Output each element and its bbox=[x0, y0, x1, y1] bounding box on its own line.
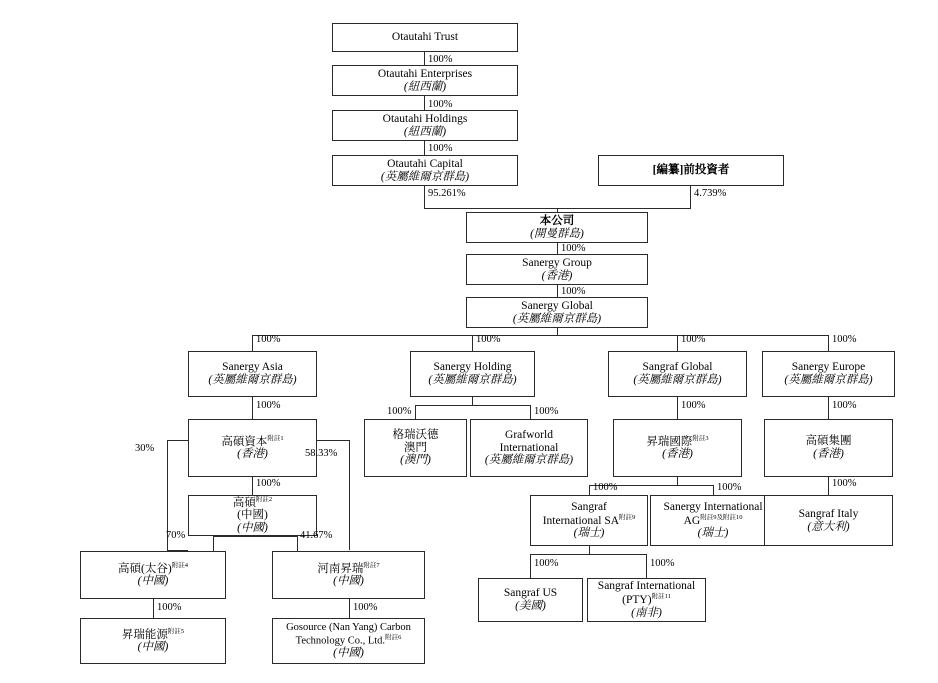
node-jurisdiction: (美國) bbox=[515, 600, 546, 612]
connector-taigu-energy bbox=[153, 599, 154, 618]
pct-taigu-energy: 100% bbox=[157, 602, 182, 613]
node-label: Grafworld bbox=[505, 428, 553, 441]
node-jurisdiction: (瑞士) bbox=[573, 527, 605, 540]
connector-bus-asia bbox=[252, 335, 253, 351]
connector-holding-bus bbox=[472, 397, 473, 405]
node-jurisdiction: (中國) bbox=[333, 575, 364, 588]
node-label: Gosource (Nan Yang) Carbon bbox=[286, 622, 411, 634]
node-footnote: 附註11 bbox=[651, 593, 671, 601]
connector-china-henan-v bbox=[297, 536, 298, 551]
node-sanergy-europe[interactable] bbox=[762, 351, 895, 397]
connector-shengrui-sanergyag bbox=[713, 485, 714, 495]
node-label: Sangraf bbox=[571, 500, 607, 513]
pct-china-henan: 41.67% bbox=[300, 530, 333, 541]
node-label: 高碩集團 bbox=[805, 435, 852, 448]
node-grafworld-macau[interactable] bbox=[364, 419, 467, 477]
pct-capital-taigu: 30% bbox=[135, 443, 155, 454]
connector-preipo-bus bbox=[690, 185, 691, 208]
node-jurisdiction: (英屬維爾京群島) bbox=[208, 374, 297, 386]
pct-china-taigu: 70% bbox=[166, 530, 186, 541]
node-label: Sanergy Europe bbox=[791, 361, 866, 374]
node-sanergy-group[interactable] bbox=[466, 254, 648, 285]
node-sanergy-global[interactable] bbox=[466, 297, 648, 328]
pct-global-europe: 100% bbox=[832, 334, 857, 345]
connector-holding-grafworld bbox=[530, 405, 531, 419]
node-label: Sangraf Italy bbox=[798, 507, 859, 520]
node-label: Sangraf US bbox=[503, 587, 558, 600]
node-footnote: 附註1 bbox=[267, 434, 284, 442]
node-jurisdiction: (中國) bbox=[137, 641, 169, 654]
connector-bus-holding bbox=[472, 335, 473, 351]
pct-global-asia: 100% bbox=[256, 334, 281, 345]
connector-europe-gaoshuogroup bbox=[828, 397, 829, 419]
node-footnote: 附註9 bbox=[619, 513, 636, 521]
pct-trust-enterprises: 100% bbox=[428, 54, 453, 65]
connector-bus-europe bbox=[828, 335, 829, 351]
pct-sanergygroup-sanergyglobal: 100% bbox=[561, 286, 586, 297]
connector-asia-gaoshuocapital bbox=[252, 397, 253, 419]
connector-holdings-capital bbox=[424, 140, 425, 155]
connector-gaoshuogroup-italy bbox=[828, 477, 829, 495]
node-sangraf-global[interactable] bbox=[608, 351, 747, 397]
node-gaoshuo-capital[interactable] bbox=[188, 419, 317, 477]
node-label: Sanergy Global bbox=[521, 299, 593, 312]
node-label: 高碩 bbox=[232, 496, 256, 509]
node-label: Sanergy Asia bbox=[222, 361, 283, 374]
pct-europe-gaoshuogroup: 100% bbox=[832, 400, 857, 411]
pct-global-sangrafglobal: 100% bbox=[681, 334, 706, 345]
connector-sanergygroup-sanergyglobal bbox=[557, 283, 558, 297]
node-footnote: 附註9及附註10 bbox=[700, 513, 743, 521]
node-jurisdiction: (南非) bbox=[631, 606, 662, 619]
pct-gaoshuogroup-italy: 100% bbox=[832, 478, 857, 489]
node-grafworld-international[interactable] bbox=[470, 419, 588, 477]
node-jurisdiction: (紐西蘭) bbox=[403, 80, 447, 93]
connector-china-taigu-v bbox=[213, 536, 214, 551]
node-otautahi-enterprises[interactable] bbox=[332, 65, 518, 96]
pct-holding-macau: 100% bbox=[387, 406, 412, 417]
node-jurisdiction: (英屬維爾京群島) bbox=[512, 312, 602, 325]
node-footnote: 附註4 bbox=[171, 561, 188, 569]
pct-enterprises-holdings: 100% bbox=[428, 99, 453, 110]
node-label: 昇瑞國際 bbox=[646, 435, 693, 448]
node-jurisdiction: (英屬維爾京群島) bbox=[484, 454, 574, 467]
pct-capital-henan: 58.33% bbox=[305, 448, 338, 459]
pct-holding-grafworld: 100% bbox=[534, 406, 559, 417]
node-jurisdiction: (意大利) bbox=[807, 520, 850, 533]
node-sangraf-international-pty[interactable] bbox=[587, 578, 706, 622]
node-sangraf-italy[interactable] bbox=[764, 495, 893, 546]
connector-capital-right-v bbox=[349, 440, 350, 550]
node-footnote: 附註7 bbox=[363, 561, 380, 569]
connector-capital-bus bbox=[424, 185, 425, 208]
pct-company-sanergygroup: 100% bbox=[561, 243, 586, 254]
node-label: Otautahi Trust bbox=[391, 31, 459, 44]
node-sanergy-asia[interactable] bbox=[188, 351, 317, 397]
connector-shengrui-sangrafsa bbox=[589, 485, 590, 495]
pct-sangrafsa-pty: 100% bbox=[650, 558, 675, 569]
node-jurisdiction: (香港) bbox=[541, 269, 573, 282]
node-label: [編纂]前投資者 bbox=[652, 164, 730, 177]
connector-china-right-h bbox=[252, 536, 297, 537]
node-sanergy-international-ag[interactable] bbox=[650, 495, 776, 546]
pct-henan-gosource: 100% bbox=[353, 602, 378, 613]
node-jurisdiction: (英屬維爾京群島) bbox=[380, 170, 470, 183]
node-jurisdiction: (香港) bbox=[813, 448, 844, 460]
node-label: Otautahi Enterprises bbox=[377, 67, 473, 80]
connector-shengrui-bus bbox=[677, 477, 678, 485]
node-jurisdiction: (中國) bbox=[137, 575, 169, 588]
node-label: Otautahi Capital bbox=[387, 157, 463, 170]
connector-holding-macau bbox=[415, 405, 416, 419]
node-sangraf-us[interactable] bbox=[478, 578, 583, 622]
node-jurisdiction: (香港) bbox=[662, 448, 693, 461]
connector-sangrafsa-childbus bbox=[530, 554, 646, 555]
node-label: Otautahi Holdings bbox=[382, 112, 468, 125]
node-label: 高碩(太谷) bbox=[118, 562, 172, 575]
node-footnote: 附註2 bbox=[255, 495, 273, 503]
connector-bus-sangrafglobal bbox=[677, 335, 678, 351]
node-sangraf-international-sa[interactable] bbox=[530, 495, 648, 546]
node-label: Sangraf International bbox=[597, 580, 696, 593]
node-label: Sanergy Holding bbox=[433, 361, 512, 374]
pct-global-holding: 100% bbox=[476, 334, 501, 345]
node-label: 本公司 bbox=[539, 214, 575, 227]
node-gaoshuo-taigu[interactable] bbox=[80, 551, 226, 599]
node-label: Sanergy Group bbox=[522, 256, 592, 269]
node-jurisdiction: (中國) bbox=[237, 522, 268, 535]
connector-enterprises-holdings bbox=[424, 95, 425, 110]
node-sanergy-holding[interactable] bbox=[410, 351, 535, 397]
node-label-line2: AG bbox=[683, 514, 701, 527]
connector-henan-gosource bbox=[349, 599, 350, 618]
node-shengrui-energy[interactable] bbox=[80, 618, 226, 664]
node-jurisdiction: (開曼群島) bbox=[530, 227, 584, 240]
node-jurisdiction: (英屬維爾京群島) bbox=[428, 374, 517, 386]
node-gaoshuo-china[interactable] bbox=[188, 495, 317, 536]
node-gosource-nanyang[interactable] bbox=[272, 618, 425, 664]
node-label: Sanergy International bbox=[663, 500, 763, 513]
pct-shengrui-sanergyag: 100% bbox=[717, 482, 742, 493]
connector-sangrafsa-bus bbox=[589, 546, 590, 554]
connector-level4-bus bbox=[252, 335, 828, 336]
node-label: 河南昇瑞 bbox=[317, 562, 364, 575]
node-jurisdiction: (中國) bbox=[333, 647, 364, 660]
node-henan-shengrui[interactable] bbox=[272, 551, 425, 599]
node-otautahi-holdings[interactable] bbox=[332, 110, 518, 141]
connector-gaoshuocapital-gaoshuochina bbox=[252, 477, 253, 495]
node-jurisdiction: (紐西蘭) bbox=[403, 125, 447, 138]
node-otautahi-capital[interactable] bbox=[332, 155, 518, 186]
pct-capital-company: 95.261% bbox=[428, 188, 466, 199]
node-label-line2: Technology Co., Ltd. bbox=[295, 635, 386, 647]
connector-sangrafsa-us bbox=[530, 554, 531, 578]
node-jurisdiction: (澳門) bbox=[400, 454, 431, 467]
node-label: 昇瑞能源 bbox=[121, 628, 168, 641]
pct-shengrui-sangrafsa: 100% bbox=[593, 482, 618, 493]
node-jurisdiction: (英屬維爾京群島) bbox=[633, 374, 722, 386]
pct-holdings-capital: 100% bbox=[428, 143, 453, 154]
pct-sangrafglobal-shengrui: 100% bbox=[681, 400, 706, 411]
pct-preipo-company: 4.739% bbox=[694, 188, 727, 199]
node-pre-ipo-investors[interactable] bbox=[598, 155, 784, 186]
connector-sangrafglobal-shengrui bbox=[677, 397, 678, 419]
node-gaoshuo-group[interactable] bbox=[764, 419, 893, 477]
node-label: Sangraf Global bbox=[642, 361, 713, 374]
node-the-company[interactable] bbox=[466, 212, 648, 243]
pct-sangrafsa-us: 100% bbox=[534, 558, 559, 569]
connector-trust-enterprises bbox=[424, 51, 425, 65]
node-footnote: 附註3 bbox=[692, 434, 709, 442]
pct-asia-gaoshuocapital: 100% bbox=[256, 400, 281, 411]
node-label: 高碩資本 bbox=[221, 435, 268, 448]
node-jurisdiction: (瑞士) bbox=[697, 527, 729, 540]
connector-china-left-h bbox=[213, 536, 252, 537]
connector-sangrafsa-pty bbox=[646, 554, 647, 578]
node-label-line2: 澳門 bbox=[404, 441, 427, 454]
node-label-line2: International bbox=[499, 441, 559, 454]
node-label-line2: (中國) bbox=[237, 509, 268, 522]
node-jurisdiction: (香港) bbox=[237, 448, 268, 461]
connector-holding-childbus bbox=[415, 405, 530, 406]
pct-capital-china: 100% bbox=[256, 478, 281, 489]
node-label: 格瑞沃德 bbox=[392, 428, 439, 441]
node-footnote: 附註5 bbox=[167, 627, 185, 635]
node-label-line2: (PTY) bbox=[622, 593, 652, 606]
node-otautahi-trust[interactable] bbox=[332, 23, 518, 52]
node-jurisdiction: (英屬維爾京群島) bbox=[784, 374, 873, 386]
node-shengrui-international[interactable] bbox=[613, 419, 742, 477]
node-footnote: 附註6 bbox=[385, 633, 402, 641]
node-label-line2: International SA bbox=[542, 514, 620, 527]
